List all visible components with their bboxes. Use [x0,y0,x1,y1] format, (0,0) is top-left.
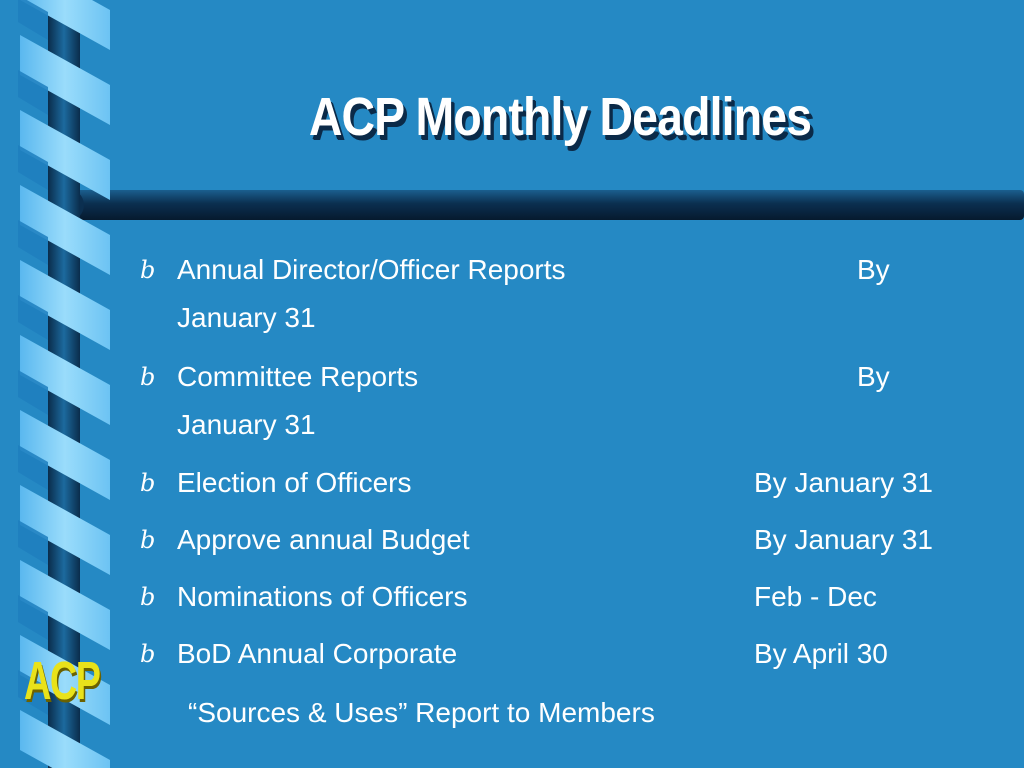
item-due: Feb - Dec [754,581,877,612]
bullet-icon: b [140,526,156,554]
slide-title: ACP Monthly Deadlines [308,87,812,147]
item-label: BoD Annual Corporate [177,638,458,669]
item-due: By [857,254,890,285]
item-due-continued: January 31 [177,409,316,440]
item-note: “Sources & Uses” Report to Members [188,697,655,728]
item-label: Election of Officers [177,467,412,498]
bullet-icon: b [140,640,156,668]
bullet-icon: b [140,469,156,497]
bullet-icon: b [140,256,156,284]
item-due-continued: January 31 [177,302,316,333]
item-label: Nominations of Officers [177,581,468,612]
item-due: By April 30 [754,638,888,669]
item-due: By [857,361,890,392]
item-due: By January 31 [754,524,933,555]
item-label: Annual Director/Officer Reports [177,254,566,285]
item-label: Approve annual Budget [177,524,470,555]
bullet-icon: b [140,363,156,391]
item-label: Committee Reports [177,361,419,392]
item-due: By January 31 [754,467,933,498]
acp-logo: ACP [24,651,100,711]
bullet-icon: b [140,583,156,611]
